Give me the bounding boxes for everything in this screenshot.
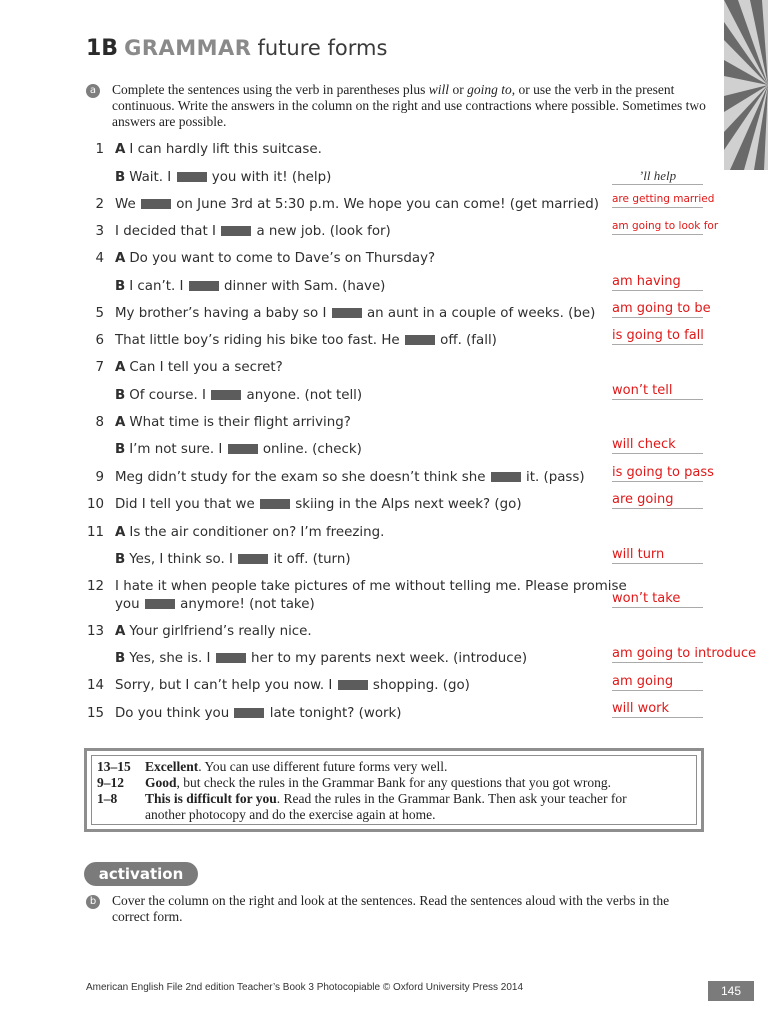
question-line bbox=[115, 624, 312, 640]
exercise-b-instruction: Cover the column on the right and look at the sentences. Read the sentences aloud with the verbs in the correct form. bbox=[112, 893, 670, 924]
question-text: off. (fall) bbox=[440, 333, 497, 348]
answer-gap bbox=[260, 499, 290, 509]
answer-line: are going bbox=[612, 492, 703, 509]
instruction-going-to: going to bbox=[467, 82, 512, 97]
question-number: 2 bbox=[95, 197, 104, 212]
question-number: 1 bbox=[95, 142, 104, 157]
answer-gap bbox=[141, 199, 171, 209]
answer-line: am going to be bbox=[612, 301, 711, 316]
instruction-text: , or use the verb in the present continuous. Write the answers in the column on the right and use contractions where possible. Sometimes two answers are possible. bbox=[112, 82, 706, 129]
score-description bbox=[145, 791, 627, 807]
speaker-label: A bbox=[115, 525, 126, 540]
question-line bbox=[115, 170, 331, 186]
question-line bbox=[115, 552, 351, 568]
question-number: 4 bbox=[95, 251, 104, 266]
question-text: Did I tell you that we bbox=[115, 497, 255, 512]
question-text: I’m not sure. I bbox=[129, 442, 223, 457]
question-text: I hate it when people take pictures of me without telling me. Please promise bbox=[115, 579, 627, 594]
score-description bbox=[145, 759, 447, 775]
question-text: I can hardly lift this suitcase. bbox=[129, 142, 322, 157]
question-number: 3 bbox=[95, 224, 104, 239]
question-line bbox=[115, 442, 362, 458]
question-text: dinner with Sam. (have) bbox=[223, 279, 386, 294]
activation-label: activation bbox=[84, 862, 198, 886]
question-text: a new job. (look for) bbox=[256, 224, 391, 239]
question-text: an aunt in a couple of weeks. (be) bbox=[366, 306, 596, 321]
speaker-label: A bbox=[115, 142, 126, 157]
question-number: 9 bbox=[95, 470, 104, 485]
question-line bbox=[115, 651, 527, 667]
answer-gap bbox=[491, 472, 521, 482]
score-description bbox=[145, 775, 611, 791]
question-text: Do you want to come to Dave’s on Thursday? bbox=[129, 251, 436, 266]
sunburst-decoration bbox=[724, 0, 768, 170]
speaker-label: A bbox=[115, 415, 126, 430]
question-number: 12 bbox=[86, 579, 104, 594]
speaker-label: B bbox=[115, 651, 126, 666]
answer-gap bbox=[211, 390, 241, 400]
answer-line: will check bbox=[612, 437, 703, 454]
speaker-label: B bbox=[115, 552, 126, 567]
question-text: skiing in the Alps next week? (go) bbox=[295, 497, 522, 512]
question-line bbox=[115, 279, 385, 295]
question-text: it off. (turn) bbox=[273, 552, 351, 567]
score-range: 9–12 bbox=[97, 775, 124, 790]
question-number: 10 bbox=[86, 497, 104, 512]
question-number: 11 bbox=[86, 525, 104, 540]
instruction-text: or bbox=[449, 82, 468, 97]
question-text: Sorry, but I can’t help you now. I bbox=[115, 678, 333, 693]
question-text: you with it! (help) bbox=[211, 170, 332, 185]
question-line bbox=[115, 525, 384, 541]
answer-gap bbox=[338, 680, 368, 690]
question-text: Can I tell you a secret? bbox=[129, 360, 283, 375]
answer-line: won’t tell bbox=[612, 383, 703, 400]
score-text: another photocopy and do the exercise again at home. bbox=[145, 807, 436, 822]
question-number: 7 bbox=[95, 360, 104, 375]
question-line bbox=[115, 579, 627, 595]
question-number: 5 bbox=[95, 306, 104, 321]
score-text: . Read the rules in the Grammar Bank. Then ask your teacher for bbox=[276, 791, 627, 806]
question-text: My brother’s having a baby so I bbox=[115, 306, 327, 321]
question-text: Do you think you bbox=[115, 706, 230, 721]
speaker-label: B bbox=[115, 170, 126, 185]
question-text: Wait. I bbox=[129, 170, 172, 185]
question-line bbox=[115, 224, 391, 240]
score-range: 1–8 bbox=[97, 791, 118, 806]
section-label: GRAMMAR bbox=[124, 36, 252, 60]
exercise-a-badge: a bbox=[86, 84, 100, 98]
example-answer: ’ll help bbox=[612, 168, 703, 185]
question-number: 8 bbox=[95, 415, 104, 430]
question-number: 14 bbox=[86, 678, 104, 693]
answer-line: am going to introduce bbox=[612, 646, 756, 661]
question-text: I can’t. I bbox=[129, 279, 184, 294]
question-line bbox=[115, 333, 497, 349]
answer-gap bbox=[177, 172, 207, 182]
question-line bbox=[115, 388, 362, 404]
question-number: 13 bbox=[86, 624, 104, 639]
question-text: her to my parents next week. (introduce) bbox=[251, 651, 528, 666]
question-line bbox=[115, 142, 322, 158]
question-line bbox=[115, 251, 435, 267]
unit-code: 1B bbox=[86, 36, 119, 61]
question-line bbox=[115, 197, 599, 213]
footer-copyright: American English File 2nd edition Teacher’s Book 3 Photocopiable © Oxford University Press 2014 bbox=[86, 982, 524, 993]
topic-label: future forms bbox=[257, 36, 388, 60]
question-text: Meg didn’t study for the exam so she doesn’t think she bbox=[115, 470, 486, 485]
answer-line: will turn bbox=[612, 547, 703, 564]
question-text: Your girlfriend’s really nice. bbox=[129, 624, 312, 639]
answer-gap bbox=[189, 281, 219, 291]
question-line bbox=[115, 470, 585, 486]
score-text: , but check the rules in the Grammar Bank for any questions that you got wrong. bbox=[176, 775, 612, 790]
answer-line: won’t take bbox=[612, 591, 703, 608]
question-line bbox=[115, 706, 402, 722]
answer-gap bbox=[405, 335, 435, 345]
answer-gap bbox=[145, 599, 175, 609]
question-line bbox=[115, 678, 470, 694]
question-text: That little boy’s riding his bike too fast. He bbox=[115, 333, 400, 348]
speaker-label: B bbox=[115, 279, 126, 294]
score-text: . You can use different future forms very well. bbox=[198, 759, 448, 774]
question-text: online. (check) bbox=[262, 442, 362, 457]
question-text: Is the air conditioner on? I’m freezing. bbox=[129, 525, 385, 540]
question-line bbox=[115, 497, 522, 513]
speaker-label: A bbox=[115, 624, 126, 639]
score-label: Good bbox=[145, 775, 177, 790]
question-text: Yes, she is. I bbox=[129, 651, 211, 666]
speaker-label: B bbox=[115, 442, 126, 457]
speaker-label: B bbox=[115, 388, 126, 403]
question-line bbox=[115, 597, 315, 613]
speaker-label: A bbox=[115, 251, 126, 266]
instruction-will: will bbox=[428, 82, 450, 97]
question-text: anyone. (not tell) bbox=[246, 388, 363, 403]
answer-gap bbox=[238, 554, 268, 564]
score-label: Excellent bbox=[145, 759, 199, 774]
question-text: you bbox=[115, 597, 140, 612]
question-text: it. (pass) bbox=[525, 470, 585, 485]
exercise-a-instruction bbox=[112, 82, 712, 130]
answer-line: is going to fall bbox=[612, 328, 704, 343]
answer-line: are getting married bbox=[612, 191, 703, 208]
answer-line: will work bbox=[612, 701, 703, 718]
question-text: What time is their flight arriving? bbox=[129, 415, 351, 430]
question-text: Of course. I bbox=[129, 388, 206, 403]
answer-gap bbox=[221, 226, 251, 236]
answer-line: is going to pass bbox=[612, 465, 714, 480]
speaker-label: A bbox=[115, 360, 126, 375]
question-text: on June 3rd at 5:30 p.m. We hope you can come! (get married) bbox=[176, 197, 599, 212]
exercise-b-badge: b bbox=[86, 895, 100, 909]
answer-line: am having bbox=[612, 274, 703, 291]
question-number: 6 bbox=[95, 333, 104, 348]
question-number: 15 bbox=[86, 706, 104, 721]
question-text: I decided that I bbox=[115, 224, 216, 239]
answer-line: am going to look for bbox=[612, 218, 703, 235]
question-text: late tonight? (work) bbox=[269, 706, 402, 721]
instruction-text: Complete the sentences using the verb in parentheses plus bbox=[112, 82, 429, 97]
question-text: anymore! (not take) bbox=[180, 597, 315, 612]
answer-line: am going bbox=[612, 674, 703, 691]
answer-gap bbox=[228, 444, 258, 454]
question-text: We bbox=[115, 197, 136, 212]
page-number: 145 bbox=[708, 981, 754, 1001]
answer-gap bbox=[332, 308, 362, 318]
question-line bbox=[115, 360, 283, 376]
answer-gap bbox=[216, 653, 246, 663]
question-text: Yes, I think so. I bbox=[129, 552, 233, 567]
score-label: This is difficult for you bbox=[145, 791, 277, 806]
question-line bbox=[115, 415, 351, 431]
answer-gap bbox=[234, 708, 264, 718]
score-description bbox=[145, 807, 436, 823]
page-title bbox=[86, 36, 387, 61]
question-text: shopping. (go) bbox=[372, 678, 470, 693]
score-range: 13–15 bbox=[97, 759, 131, 774]
question-line bbox=[115, 306, 595, 322]
